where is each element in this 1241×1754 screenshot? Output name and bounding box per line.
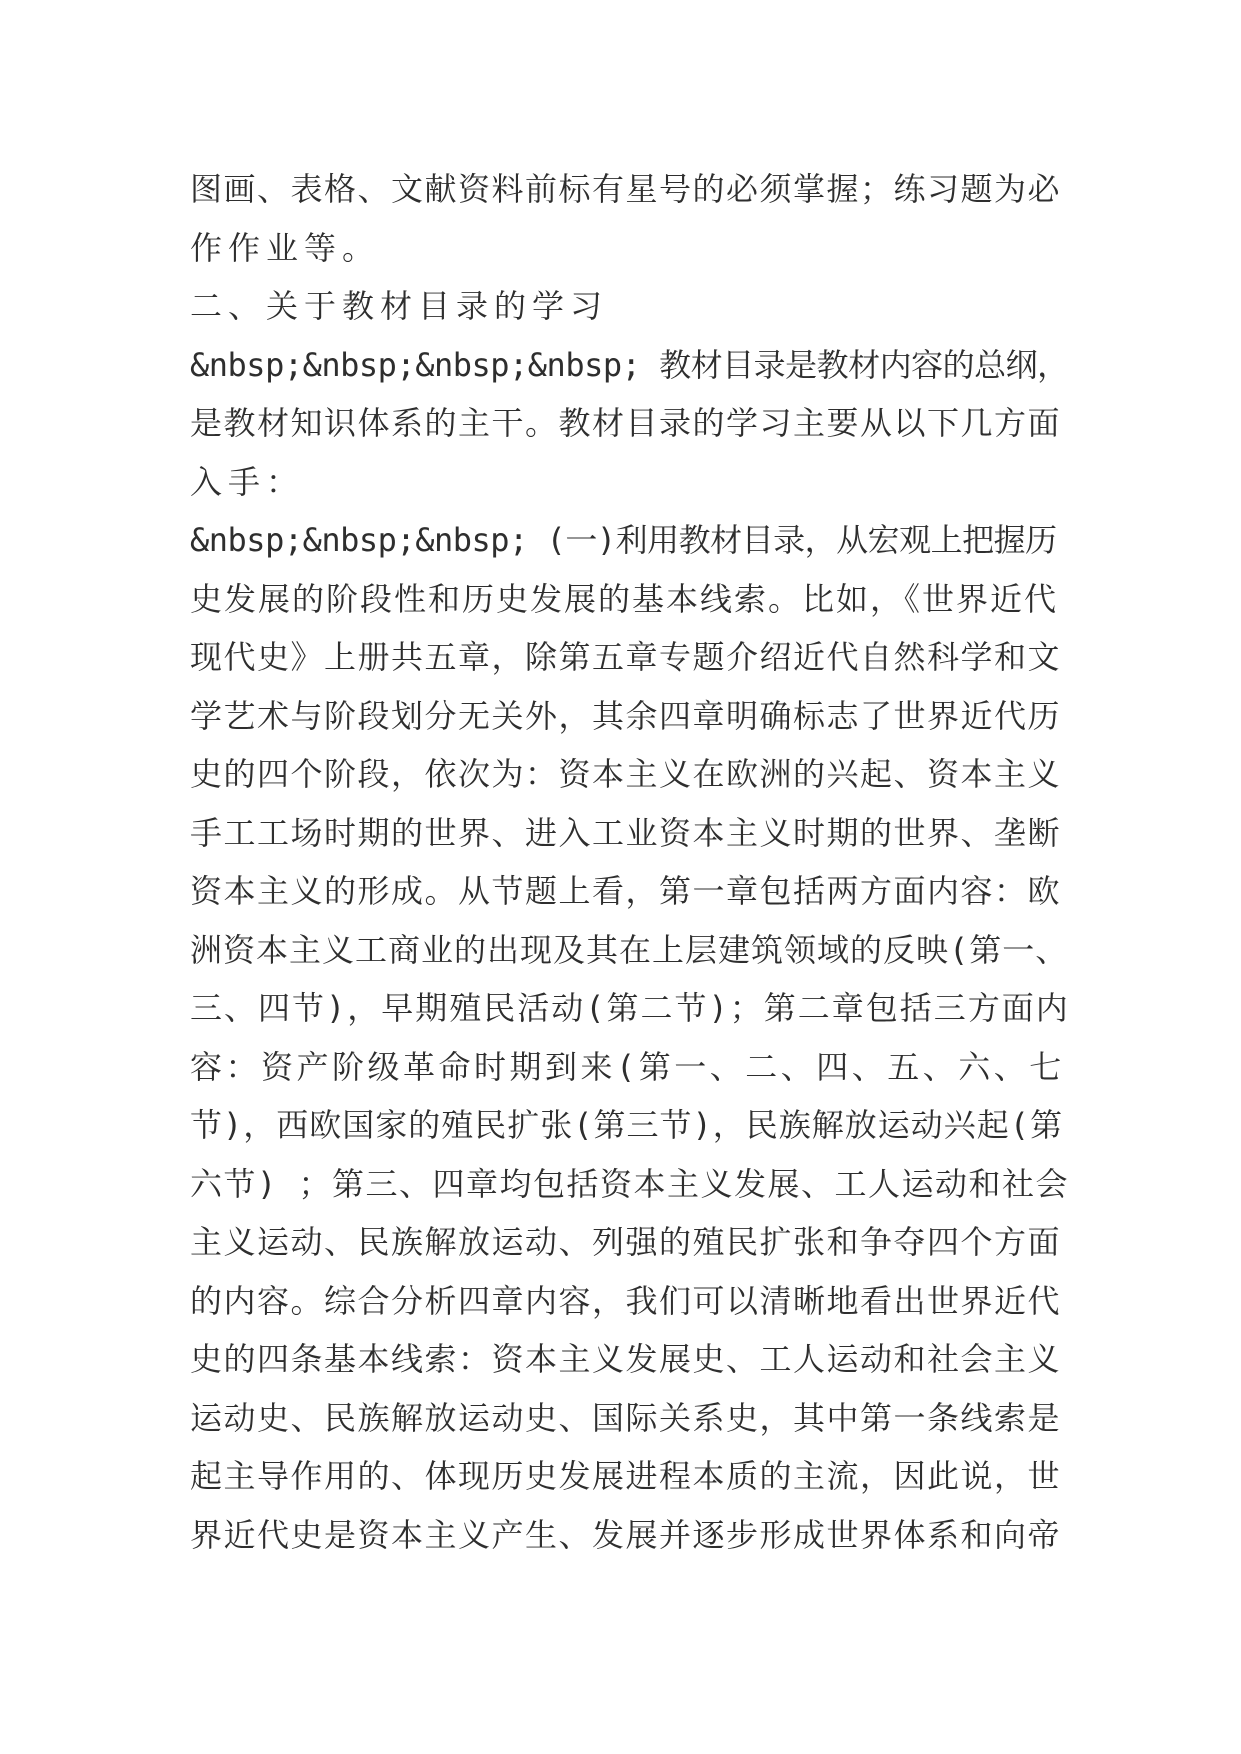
text-line: 起主导作用的、体现历史发展进程本质的主流，因此说，世: [190, 1457, 1062, 1495]
text-line: 资本主义的形成。从节题上看，第一章包括两方面内容：欧: [190, 872, 1062, 910]
text-line: 图画、表格、文献资料前标有星号的必须掌握；练习题为必: [190, 170, 1062, 208]
text-line: 六节) ；第三、四章均包括资本主义发展、工人运动和社会: [190, 1164, 1070, 1203]
text-line: 史的四个阶段，依次为：资本主义在欧洲的兴起、资本主义: [190, 755, 1062, 793]
section-heading: 二、关于教材目录的学习: [190, 287, 609, 325]
text-line: 运动史、民族解放运动史、国际关系史，其中第一条线索是: [190, 1398, 1062, 1437]
text-line: 主义运动、民族解放运动、列强的殖民扩张和争夺四个方面: [190, 1223, 1062, 1261]
body-text: [190, 160, 1070, 1564]
text-line: 史发展的阶段性和历史发展的基本线索。比如，《世界近代: [190, 579, 1059, 618]
text-line: 节)，西欧国家的殖民扩张(第三节)，民族解放运动兴起(第: [190, 1106, 1064, 1144]
text-line: 洲资本主义工商业的出现及其在上层建筑领域的反映(第一、: [190, 930, 1069, 969]
text-line: 三、四节)，早期殖民活动(第二节)；第二章包括三方面内: [190, 989, 1070, 1027]
text-line: 容：资产阶级革命时期到来(第一、二、四、五、六、七: [190, 1047, 1065, 1086]
text-line: 入手：: [190, 462, 305, 501]
text-line: 手工工场时期的世界、进入工业资本主义时期的世界、垄断: [190, 813, 1062, 852]
text-line: 界近代史是资本主义产生、发展并逐步形成世界体系和向帝: [190, 1515, 1062, 1554]
text-line: 的内容。综合分析四章内容，我们可以清晰地看出世界近代: [190, 1281, 1062, 1320]
text-line: &nbsp;&nbsp;&nbsp;&nbsp; 教材目录是教材内容的总纲，: [190, 345, 1069, 384]
text-line: 作作业等。: [190, 228, 381, 267]
text-line: &nbsp;&nbsp;&nbsp; (一)利用教材目录，从宏观上把握历: [190, 521, 1057, 559]
text-line: 是教材知识体系的主干。教材目录的学习主要从以下几方面: [190, 404, 1062, 442]
text-line: 史的四条基本线索：资本主义发展史、工人运动和社会主义: [190, 1340, 1062, 1378]
text-line: 现代史》上册共五章，除第五章专题介绍近代自然科学和文: [190, 638, 1062, 676]
text-line: 学艺术与阶段划分无关外，其余四章明确标志了世界近代历: [190, 696, 1062, 735]
